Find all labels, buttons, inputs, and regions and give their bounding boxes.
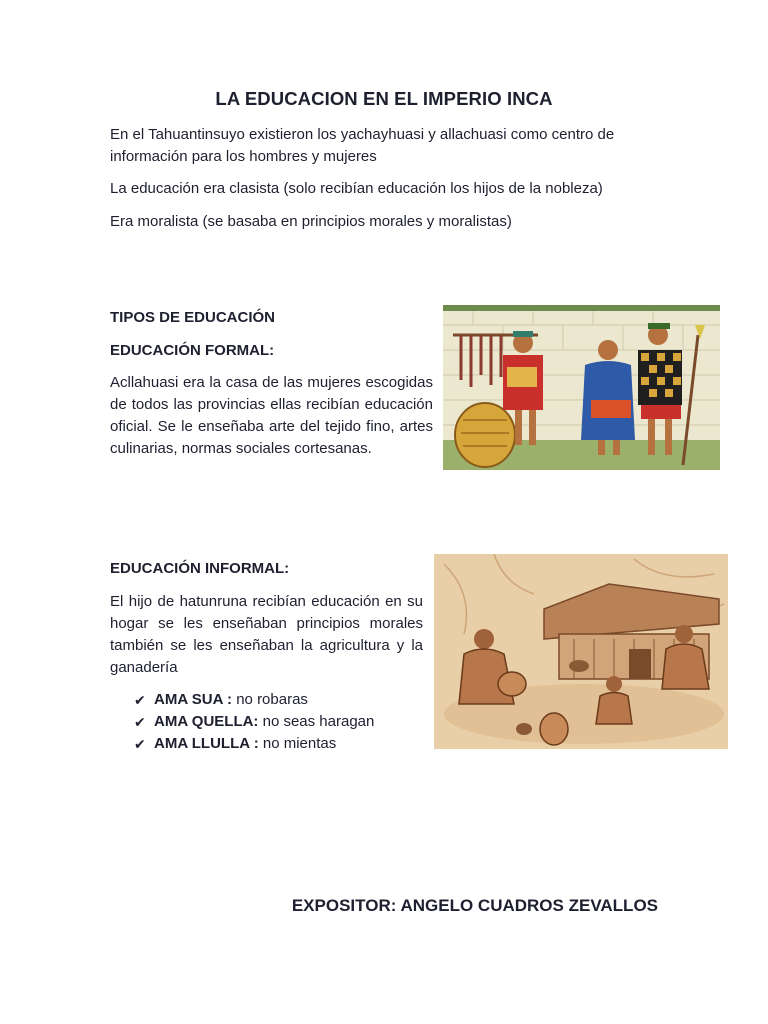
principle-meaning: no mientas bbox=[258, 735, 337, 752]
list-item bbox=[130, 711, 430, 733]
page-title: LA EDUCACION EN EL IMPERIO INCA bbox=[215, 88, 553, 109]
formal-heading: EDUCACIÓN FORMAL: bbox=[110, 342, 275, 359]
check-icon: ✔ bbox=[134, 736, 146, 752]
intro-paragraph-2: La educación era clasista (solo recibían educación los hijos de la nobleza) bbox=[110, 180, 603, 197]
principle-term: AMA SUA : bbox=[154, 691, 233, 708]
intro-paragraph-1: En el Tahuantinsuyo existieron los yachayhuasi y allachuasi como centro de información para los hombres y mujeres bbox=[110, 126, 615, 165]
list-item bbox=[130, 689, 430, 711]
principle-meaning: no seas haragan bbox=[258, 713, 375, 730]
formal-text: Acllahuasi era la casa de las mujeres escogidas de todos las provincias ellas recibían educación oficial. Se le enseñaba arte del tejido fino, artes culinarias, normas sociales cortesanas. bbox=[110, 374, 433, 457]
check-icon: ✔ bbox=[134, 714, 146, 730]
check-icon: ✔ bbox=[134, 692, 146, 708]
inca-nobles-illustration bbox=[443, 305, 720, 470]
section-title: TIPOS DE EDUCACIÓN bbox=[110, 309, 276, 326]
informal-heading: EDUCACIÓN INFORMAL: bbox=[110, 560, 290, 577]
intro-paragraph-3: Era moralista (se basaba en principios morales y moralistas) bbox=[110, 213, 512, 230]
presenter-credit: EXPOSITOR: ANGELO CUADROS ZEVALLOS bbox=[291, 896, 658, 915]
village-education-illustration bbox=[434, 554, 728, 749]
informal-text: El hijo de hatunruna recibían educación en su hogar se les enseñaban principios morales también se les enseñaban la agricultura y la ganadería bbox=[110, 593, 423, 676]
list-item bbox=[130, 733, 430, 755]
principle-term: AMA LLULLA : bbox=[154, 735, 259, 752]
principle-meaning: no robaras bbox=[232, 691, 308, 708]
ama-principles-list bbox=[130, 689, 430, 755]
principle-term: AMA QUELLA: bbox=[154, 713, 259, 730]
